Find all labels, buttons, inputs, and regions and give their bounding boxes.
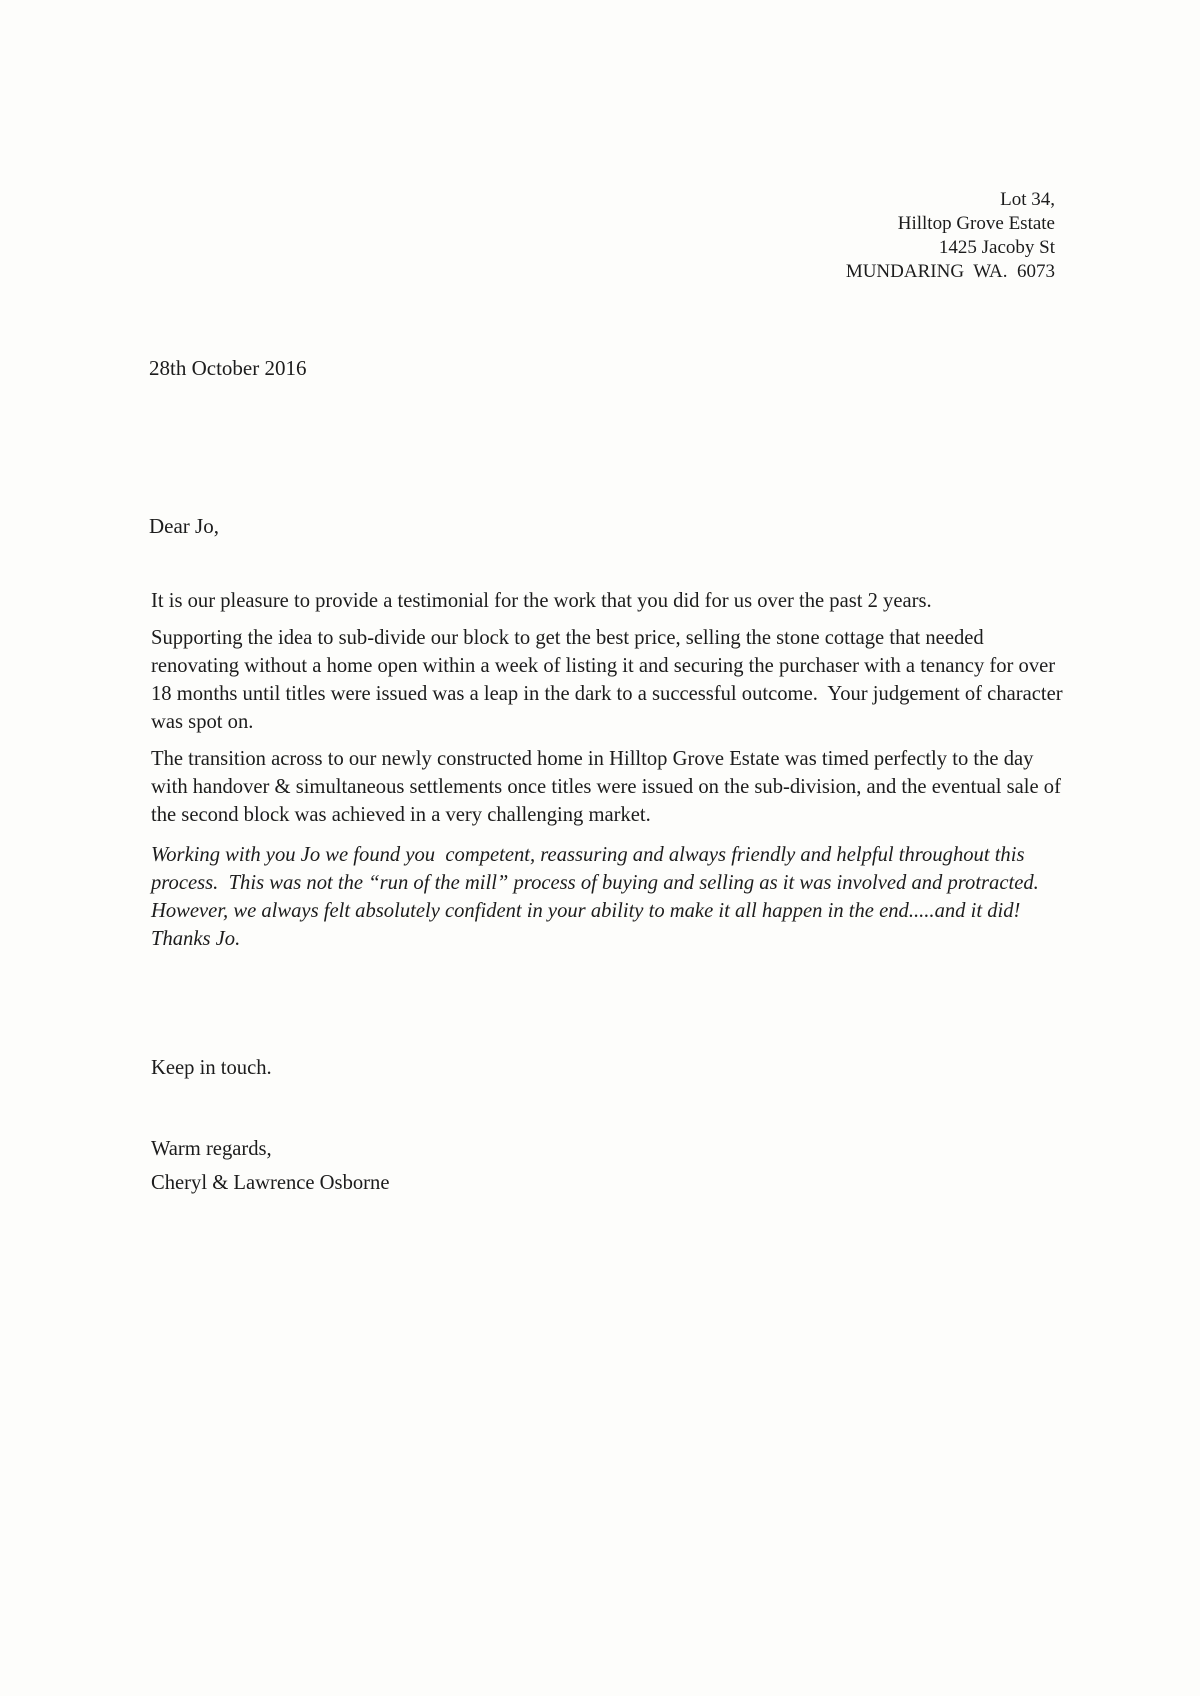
letter-body	[151, 587, 1066, 953]
signoff	[151, 1132, 389, 1200]
address-line-estate: Hilltop Grove Estate	[897, 213, 1055, 234]
paragraph-intro: It is our pleasure to provide a testimonial for the work that you did for us over the past 2 years.	[151, 590, 932, 612]
sender-address	[846, 188, 1055, 284]
salutation: Dear Jo,	[149, 514, 219, 538]
address-line-suburb: MUNDARING WA. 6073	[845, 261, 1055, 282]
address-line-street: 1425 Jacoby St	[938, 237, 1055, 258]
address-line-lot: Lot 34,	[1000, 189, 1055, 210]
closing-line: Keep in touch.	[151, 1057, 272, 1079]
paragraph-transition: The transition across to our newly constructed home in Hilltop Grove Estate was timed perfectly to the day with handover & simultaneous settlements once titles were issued on the sub-division, and the eventual sale of the second block was achieved in a very challenging market.	[151, 748, 1061, 826]
signoff-names: Cheryl & Lawrence Osborne	[151, 1172, 390, 1194]
paragraph-subdivision: Supporting the idea to sub-divide our block to get the best price, selling the stone cottage that needed renovating without a home open within a week of listing it and securing the purchaser with a tenancy for over 18 months until titles were issued was a leap in the dark to a successful outcome. Your judgement of character was spot on.	[151, 627, 1068, 733]
signoff-regards: Warm regards,	[151, 1138, 272, 1160]
paragraph-praise: Working with you Jo we found you competent, reassuring and always friendly and helpful throughout this process. This was not the “run of the mill” process of buying and selling as it was involved and protracted. However, we always felt absolutely confident in your ability to make it all happen in the end.....and it did! Thanks Jo.	[151, 844, 1050, 950]
letter-date: 28th October 2016	[149, 356, 307, 380]
